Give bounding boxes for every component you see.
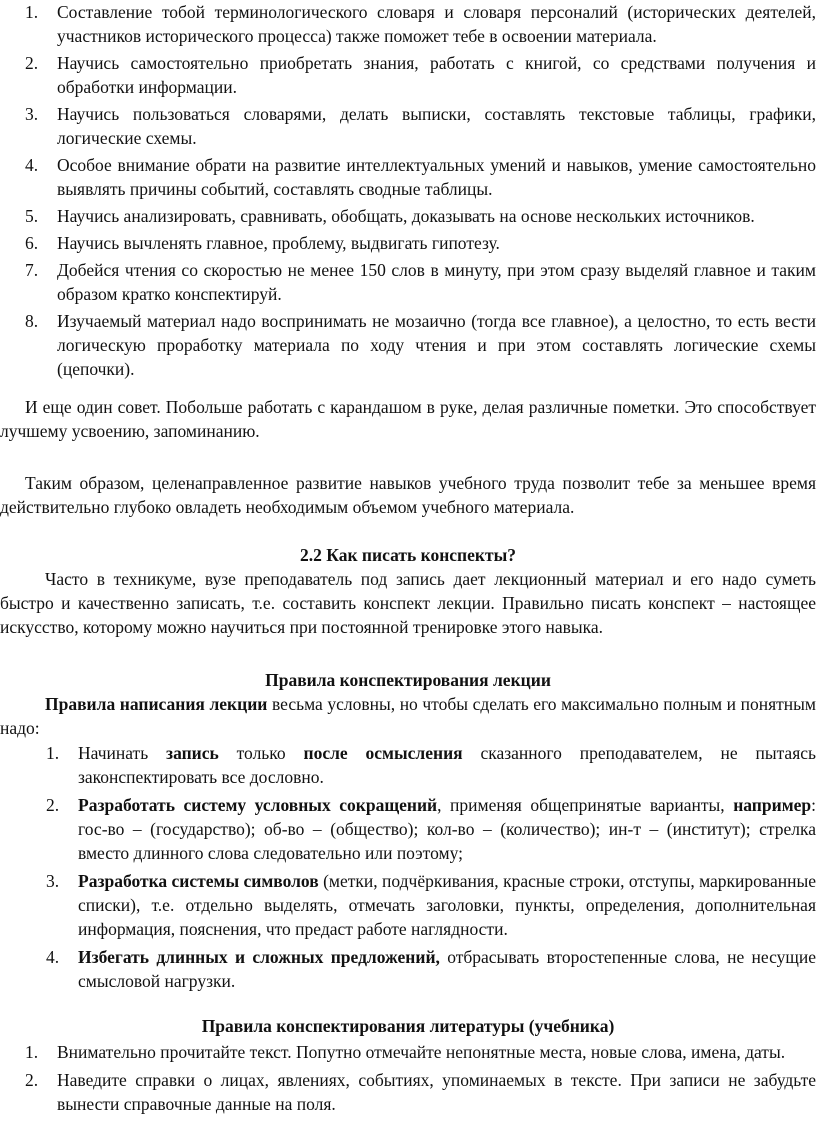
text-run: , применяя общепринятые варианты, [437, 795, 734, 815]
text-run: отбрасывать второстепенные слова, не несущие смысловой нагрузки. [78, 947, 816, 991]
list-number: 1. [46, 743, 60, 763]
list-number: 1. [25, 2, 39, 22]
list-item-text: Внимательно прочитайте текст. Попутно отмечайте непонятные места, новые слова, имена, даты. [57, 1042, 786, 1062]
list-item-text: Научись анализировать, сравнивать, обобщать, доказывать на основе нескольких источников. [57, 206, 755, 226]
list-item-text: Особое внимание обрати на развитие интеллектуальных умений и навыков, умение самостоятельно выявлять причины событий, составлять сводные таблицы. [57, 155, 816, 199]
lecture-intro-paragraph [0, 692, 816, 740]
section-intro-paragraph: Часто в техникуме, вузе преподаватель под запись дает лекционный материал и его надо суметь быстро и качественно записать, т.е. составить конспект лекции. Правильно писать конспект – настоящее искусство, которому можно научиться при постоянной тренировке этого навыка. [0, 569, 816, 637]
list-item-text: Научись пользоваться словарями, делать выписки, составлять текстовые таблицы, графики, логические схемы. [57, 104, 816, 148]
list-item [25, 102, 816, 150]
list-item-text: Научись вычленять главное, проблему, выдвигать гипотезу. [57, 233, 500, 253]
list-item-text: Наведите справки о лицах, явлениях, событиях, упоминаемых в тексте. При записи не забудьте вынести справочные данные на поля. [57, 1070, 816, 1114]
list-item [25, 51, 816, 99]
text-run: (метки, подчёркивания, красные строки, отступы, маркированные списки), т.е. отдельно выделять, отмечать заголовки, пункты, определения, дополнительная информация, пояснения, что предаст работе наглядности. [78, 871, 816, 939]
bold-run: Разработать системy условных сокращений [78, 795, 438, 815]
bold-run: после осмысления [303, 743, 463, 763]
list-item [25, 1068, 816, 1116]
list-item [25, 309, 816, 381]
list-number: 2. [25, 1070, 39, 1090]
bold-run: Избегать длинных и сложных предложений, [78, 947, 440, 967]
study-tips-list [25, 0, 816, 384]
list-number: 8. [25, 311, 39, 331]
bold-run: например [733, 795, 812, 815]
list-number: 7. [25, 260, 39, 280]
list-number: 2. [46, 795, 60, 815]
list-number: 4. [25, 155, 39, 175]
list-item-text: Составление тобой терминологического словаря и словаря персоналий (исторических деятелей, участников исторического процесса) также поможет тебе в освоении материала. [57, 2, 816, 46]
list-number: 1. [25, 1042, 39, 1062]
bold-run: запись [166, 743, 219, 763]
list-item [46, 945, 816, 993]
text-run: только [218, 743, 304, 763]
bold-run: Разработка системы символов [78, 871, 319, 891]
list-number: 2. [25, 53, 39, 73]
list-item [46, 869, 816, 941]
list-item [25, 1040, 816, 1064]
literature-rules-list [25, 1040, 816, 1120]
text-run: : гос-во – (государство); об-во – (общество); кол-во – (количество); ин-т – (институт); стрелка вместо длинного слова следовательно или поэтому; [78, 795, 816, 863]
text-run: Начинать [78, 743, 167, 763]
list-item [25, 231, 816, 255]
conclusion-paragraph: Таким образом, целенаправленное развитие навыков учебного труда позволит тебе за меньшее время действительно глубоко овладеть необходимым объемом учебного материала. [0, 473, 816, 517]
list-number: 4. [46, 947, 60, 967]
section-heading: 2.2 Как писать конспекты? [300, 545, 516, 565]
advice-paragraph: И еще один совет. Побольше работать с карандашом в руке, делая различные пометки. Это способствует лучшему усвоению, запоминанию. [0, 397, 816, 441]
lecture-intro-rest: весьма условны, но чтобы сделать его максимально полным и понятным надо: [0, 694, 816, 738]
list-number: 5. [25, 206, 39, 226]
list-item-text: Изучаемый материал надо воспринимать не мозаично (тогда все главное), а целостно, то есть вести логическую проработку материала по ходу чтения и при этом составлять логические схемы (цепочки). [57, 311, 816, 379]
list-item [25, 153, 816, 201]
list-item-text: Научись самостоятельно приобретать знания, работать с книгой, со средствами получения и обработки информации. [57, 53, 816, 97]
list-number: 3. [25, 104, 39, 124]
list-number: 3. [46, 871, 60, 891]
text-run: сказанного преподавателем, не пытаясь законспектировать все дословно. [78, 743, 816, 787]
list-item-text: Добейся чтения со скоростью не менее 150 слов в минуту, при этом сразу выделяй главное и таким образом кратко конспектируй. [57, 260, 816, 304]
list-number: 6. [25, 233, 39, 253]
lecture-rules-list [46, 741, 816, 997]
lecture-intro-bold: Правила написания лекции [45, 694, 268, 714]
list-item [25, 258, 816, 306]
literature-rules-heading: Правила конспектирования литературы (учебника) [201, 1016, 615, 1036]
list-item [25, 0, 816, 48]
list-item [46, 741, 816, 789]
list-item [25, 204, 816, 228]
list-item [46, 793, 816, 865]
lecture-rules-heading: Правила конспектирования лекции [265, 670, 551, 690]
